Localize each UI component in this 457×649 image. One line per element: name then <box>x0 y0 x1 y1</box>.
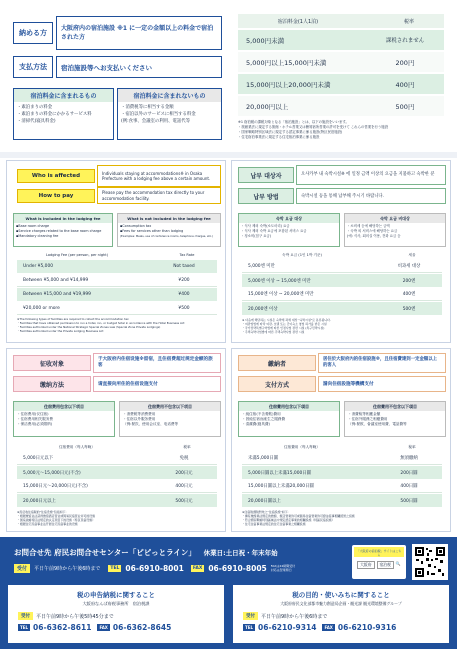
fax-label: FAX <box>192 566 203 571</box>
note-line: ※1 宿泊税の課税対象となる「宿泊施設」とは、以下の施設をいいます。 <box>238 120 349 124</box>
table-row <box>17 288 217 301</box>
zh-s-notes <box>17 510 217 526</box>
zh-t-notes <box>242 510 442 526</box>
tax-return-fax[interactable]: 06-6362-8645 <box>112 623 172 632</box>
fax-note: FAXは24時間受付 対応は翌業務日 <box>270 563 296 572</box>
ko-rate-tax: 200엔 <box>402 278 416 284</box>
jp-pay-label: 支払方法 <box>13 56 53 78</box>
jp-rate-head-tax: 税率 <box>403 18 414 25</box>
jp-excl-box <box>117 88 222 140</box>
zh-t-rate-tax: 400日圓 <box>400 484 418 489</box>
note-line: ・Facilities authorized under the National Strategic Special Zones Law (Special Zone Private Lodgings) <box>17 324 161 329</box>
site-search-pref: 大阪府 <box>357 561 374 569</box>
table-row <box>242 302 442 315</box>
en-incl-head: What is included in the lodging fee <box>14 214 112 223</box>
jp-who-label: 納める方 <box>13 22 53 44</box>
jp-rate-fee: 5,000円以上15,000円未満 <box>246 58 327 67</box>
tel-label: TEL <box>110 566 120 571</box>
site-title: 「大阪府の宿泊税」サイトはこちら <box>354 547 404 557</box>
tax-return-hours: 平日午前9時から午後5時45分まで <box>36 613 114 620</box>
zh-s-rate-head-fee: 住宿费用（每人每晚） <box>59 444 95 449</box>
en-rate-fee: Between ¥15,000 and ¥19,999 <box>23 292 91 297</box>
table-row <box>242 494 442 507</box>
list-item: ・청소비(침구 요금) <box>241 233 272 238</box>
list-item: ▪Service charges related to the base room charge <box>16 228 102 233</box>
ko-rate-tax: 비과세 대상 <box>397 264 421 269</box>
zh-t-incl-box <box>238 401 340 437</box>
list-item: ・宿泊以外のサービスに相当する料金 <box>121 112 196 117</box>
zh-t-rate-tax: 200日圓 <box>400 470 418 476</box>
table-row <box>17 260 217 273</box>
tax-return-title: 税の申告納税に関すること <box>77 591 155 599</box>
list-item: ▪Base room charge <box>16 224 50 228</box>
footer-holiday: 休業日:土日祝・年末年始 <box>203 549 278 557</box>
zh-s-who-desc: 于大阪府内住宿设施※留宿，且住宿费超过规定金额的旅客 <box>93 353 221 373</box>
en-pay-desc: Please pay the accommodation tax directly to your accommodation facility. <box>97 187 221 204</box>
ko-excl-box <box>344 213 446 247</box>
zh-t-pay-label: 支付方式 <box>238 376 316 392</box>
en-rate-fee: Between ¥5,000 and ¥14,999 <box>23 277 89 283</box>
fax-number[interactable]: 06-6910-8005 <box>208 564 267 573</box>
en-incl-box <box>13 213 113 247</box>
zh-t-rate-fee: 5,000日圓以上未滿15,000日圓 <box>248 470 312 476</box>
list-item: ・住宿费用(仅住宿) <box>17 412 49 416</box>
zh-s-rate-tax: 500日元 <box>175 498 193 504</box>
zh-s-rate-tax: 免税 <box>179 456 189 461</box>
ko-excl-head: 숙박 요금 비대상 <box>345 214 445 223</box>
en-pay-label: How to pay <box>17 189 95 203</box>
zh-t-rate-fee: 20,000日圓以上 <box>248 498 281 504</box>
ko-rate-fee: 5,000엔 이상 ~ 15,000엔 미만 <box>248 278 311 284</box>
footer-title <box>14 547 278 558</box>
zh-t-rate-tax: 500日圓 <box>400 498 418 504</box>
zh-t-incl-head: 住宿費用包含以下項目 <box>239 402 339 411</box>
fax-label: FAX <box>324 625 333 630</box>
jp-incl-head: 宿泊料金に含まれるもの <box>14 89 113 102</box>
jp-who-desc: 大阪府内の宿泊施設 ※1 に一定の金額以上の料金で宿泊された方 <box>56 16 222 50</box>
tax-return-box <box>8 585 224 643</box>
zh-t-rate-table <box>242 443 442 526</box>
list-item: ▪Consumption tax <box>120 224 152 228</box>
zh-t-rate-head-tax: 稅率 <box>408 444 416 449</box>
ko-section <box>231 160 451 343</box>
tax-purpose-hours: 平日午前9時から午後6時まで <box>261 613 328 620</box>
note-line: ・住宅宿泊事業法に規定する住宅宿泊事業に係る施設 <box>238 135 320 139</box>
list-item: ・消费税等消费费用 <box>123 412 156 416</box>
en-rate-tax: ¥500 <box>178 305 190 311</box>
ko-who-label: 납부 대상자 <box>238 167 294 183</box>
note-line: ※需征收住宿税的"住宿设施"包括如下: <box>17 510 67 514</box>
note-line: ・주택숙박사업법에 따른 주택숙박사업 관련 시설 <box>242 330 305 334</box>
jp-rate-tax: 課税されません <box>385 38 425 44</box>
list-item: ・清掃代(寝具料金) <box>17 119 56 124</box>
list-item: ・保洁费用(必须缴纳) <box>17 422 53 426</box>
site-link-box[interactable] <box>352 545 406 579</box>
list-item: ・消費稅等相應金額 <box>348 412 381 416</box>
divider <box>0 152 457 158</box>
zh-t-pay-desc: 請向住宿設施等機構支付 <box>318 376 446 392</box>
list-item: ・住宿以外服务费用 <box>123 417 156 421</box>
en-excl-box <box>117 213 221 247</box>
ko-rate-fee: 20,000엔 이상 <box>248 306 278 312</box>
zh-s-excl-box <box>119 401 221 437</box>
note-line: ・Facilities that have obtained permission to run a hotel, inn, or budget hotel in accordance with the Hotel Business Act <box>17 320 185 325</box>
en-rate-tax: Not taxed <box>173 264 195 269</box>
zh-t-excl-head: 住宿費用不包含以下項目 <box>345 402 445 411</box>
en-rate-head-fee: Lodging Fee (per person, per night) <box>45 253 109 257</box>
jp-notes <box>238 120 444 140</box>
site-search-tax: 宿泊税 <box>377 561 394 569</box>
tax-purpose-title: 税の目的・使いみちに関すること <box>292 591 390 599</box>
table-row <box>242 480 442 493</box>
zh-t-excl-box <box>344 401 446 437</box>
zh-t-section <box>231 348 451 532</box>
en-rate-fee: Under ¥5,000 <box>23 264 54 269</box>
zh-s-pay-label: 缴纳方法 <box>13 376 91 392</box>
table-row <box>238 74 444 94</box>
jp-rate-fee: 15,000円以上20,000円未満 <box>246 80 331 89</box>
tax-purpose-office: 大阪府府民文化部都市魅力創造局企画・観光課 観光環境整備グループ <box>280 601 402 606</box>
qr-code-icon[interactable] <box>412 544 448 580</box>
zh-t-rate-fee: 15,000日圓以上未滿20,000日圓 <box>248 484 314 489</box>
table-row <box>17 480 217 493</box>
table-row <box>242 452 442 465</box>
table-row <box>242 288 442 301</box>
list-item: (예: 식사, 회의실 이용, 전화 요금 등 <box>347 233 401 238</box>
list-item: ▪Fees for services other than lodging <box>120 228 184 233</box>
list-item: ・清潔費(寢具費) <box>242 422 270 426</box>
ko-rate-tax: 400엔 <box>402 292 416 297</box>
list-item: （例:餐饮、使用会议室、电话费等 <box>123 422 179 426</box>
list-item: ・식사 제외 숙박(소도마리) 요금 <box>241 224 290 228</box>
table-row <box>17 452 217 465</box>
ko-rate-fee: 15,000엔 이상 ~ 20,000엔 미만 <box>248 292 314 297</box>
list-item: ・소비세 등에 해당하는 금액 <box>347 224 390 228</box>
tel-label: TEL <box>245 625 254 630</box>
zh-s-rate-fee: 15,000日元～20,000日元(不含) <box>23 484 88 489</box>
en-rate-tax: ¥200 <box>178 277 190 283</box>
ko-rate-head-fee: 숙박 요금 (1인 1박 기준) <box>282 252 322 257</box>
jp-rate-fee: 5,000円未満 <box>246 36 285 45</box>
tax-purpose-tel[interactable]: 06-6210-9314 <box>258 623 317 632</box>
footer-title-text: お問合せ先 府民お問合せセンター「ピピっとライン」 <box>14 548 196 557</box>
table-row <box>17 302 217 315</box>
note-line: ・国家战略特区法规定的认定项目下的设施（特区民宿设施） <box>17 518 96 522</box>
zh-s-rate-tax: 200日元 <box>175 470 193 476</box>
list-item: ・식사 제외 숙박 요금에 포함된 서비스 요금 <box>241 228 307 233</box>
zh-s-rate-table <box>17 443 217 526</box>
table-row <box>17 494 217 507</box>
note-line: ※ 다음에 해당하는 시설은 숙박세 과세 대상 "숙박시설"로 분류됩니다. <box>242 318 331 322</box>
list-item: ・純住宿(不含餐飲)費用 <box>242 412 281 416</box>
note-line: ・여관업법에 따라 여관, 호텔 또는 간이숙소 영업 허가를 받은 시설 <box>242 322 327 326</box>
table-row <box>238 96 444 116</box>
zh-s-excl-head: 住宿费用不包含以下项目 <box>120 402 220 411</box>
tel-label: TEL <box>20 625 29 630</box>
table-row <box>242 466 442 479</box>
jp-rate-table <box>238 14 444 140</box>
en-rate-table <box>17 251 217 334</box>
table-row <box>238 30 444 50</box>
en-section <box>6 160 226 343</box>
list-item: (Examples: Meals, use of conference rooms, telephone charges, etc.) <box>120 233 214 238</box>
tel-number[interactable]: 06-6910-8001 <box>125 564 184 573</box>
jp-section <box>0 0 457 152</box>
ko-notes <box>242 318 442 334</box>
jp-rate-head-fee: 宿泊料金(1人1泊) <box>277 18 319 25</box>
en-notes <box>17 318 217 334</box>
list-item: ・因純住宿而產生之服務費 <box>242 417 286 421</box>
note-line: ・根据住宅民宿事业法开展住宅民宿事业的设施 <box>17 522 78 526</box>
zh-s-rate-fee: 20,000日元以上 <box>23 498 56 504</box>
table-row <box>242 260 442 273</box>
ko-incl-box <box>238 213 340 247</box>
jp-excl-head: 宿泊料金に含まれないもの <box>118 89 221 102</box>
note-line: ※住宿稅課稅對象之"住宿設施"如下: <box>242 510 289 514</box>
zh-t-rate-tax: 無須繳納 <box>400 456 418 461</box>
ko-rate-head-tax: 세율 <box>408 252 416 257</box>
en-rate-fee: ¥20,000 or more <box>23 305 60 311</box>
footer <box>0 537 457 649</box>
tax-purpose-fax[interactable]: 06-6210-9316 <box>337 623 397 632</box>
note-line: ・符合國家戰略特別區域法中規定認定事業的相關設施（特區民宿設施） <box>242 518 335 522</box>
list-item: ・消費税等に相当する金額 <box>121 105 174 110</box>
list-item: (例:食事、会議室の利用、電話代等 <box>121 119 191 124</box>
ko-rate-tax: 500엔 <box>402 306 416 312</box>
zh-t-rate-head-fee: 住宿費用（每人每晚） <box>284 444 320 449</box>
list-item: ・素泊まりの料金にかかるサービス料 <box>17 112 92 117</box>
en-rate-head-tax: Tax Rate <box>179 253 195 257</box>
tax-return-tel[interactable]: 06-6362-8611 <box>33 623 92 632</box>
en-who-desc: Individuals staying at accommodations※ in Osaka Prefecture with a lodging fee above a certain amount. <box>97 165 221 187</box>
zh-t-rate-fee: 未滿5,000日圓 <box>248 456 279 461</box>
en-excl-head: What is not included in the lodging fee <box>118 214 220 223</box>
zh-t-who-label: 繳納者 <box>238 355 316 371</box>
zh-s-incl-box <box>13 401 115 437</box>
jp-pay-desc: 宿泊施設等へお支払いください <box>56 56 222 78</box>
zh-s-pay-desc: 请直接向所住的住宿设施支付 <box>93 376 221 392</box>
table-row <box>238 52 444 72</box>
note-line: ・住宅住宿事業法規定的住宅住宿事業之相關設施 <box>242 522 306 526</box>
note-line: ・擁有旅館業法規定的旅館、飯店營業許可或簡易住宿營業許可證並從事相關經營之設施 <box>242 514 355 518</box>
zh-s-rate-tax: 400日元 <box>175 484 193 489</box>
ko-rate-fee: 5,000엔 미만 <box>248 264 275 269</box>
zh-s-who-label: 征收对象 <box>13 355 91 371</box>
jp-rate-tax: 400円 <box>395 80 415 89</box>
en-rate-tax: ¥400 <box>178 292 190 297</box>
reception-badge: 受付 <box>14 564 30 573</box>
list-item: ・住宿费用相关服务费 <box>17 417 53 421</box>
fax-label: FAX <box>99 625 108 630</box>
list-item: ・住宿外服務之相應費用 <box>348 417 388 421</box>
note-line: ・旅館業法に規定する旅館・ホテル営業又は簡易宿所営業の許可を受けて これらの営業を行う施設 <box>238 125 389 129</box>
reception-badge: 受付 <box>18 612 33 620</box>
table-row <box>17 274 217 287</box>
table-row <box>242 274 442 287</box>
ko-who-desc: 오사카부 내 숙박시설※ 에 일정 금액 이상의 요금을 지불하고 숙박한 분 <box>296 165 446 185</box>
list-item: ・素泊まりの料金 <box>17 105 53 110</box>
ko-pay-label: 납부 방법 <box>238 188 294 204</box>
zh-s-rate-head-tax: 税率 <box>183 444 191 449</box>
jp-rate-tax: 200円 <box>395 58 415 67</box>
note-line: ・国家戦略特別区域法に規定する認定事業に係る施設(特区民泊施設) <box>238 130 343 134</box>
note-line: ・국가전략특별구역법에 따른 인정사업 관련 시설 (특구민박시설) <box>242 326 325 330</box>
ko-rate-table <box>242 251 442 334</box>
footer-hours-row <box>14 564 297 573</box>
list-item: （例:餐飲、會議室使用費、電話費等 <box>348 422 407 426</box>
list-item: ・숙박 외 서비스에 해당하는 요금 <box>347 228 398 233</box>
note-line: ・Facilities authorized under the Private Lodging Business Act <box>17 328 104 333</box>
tax-purpose-box <box>233 585 449 643</box>
list-item: ▪Mandatory cleaning fee <box>16 233 59 238</box>
zh-s-incl-head: 住宿费用包含以下项目 <box>14 402 114 411</box>
zh-s-rate-fee: 5,000元～15,000日元(不含) <box>23 470 81 476</box>
tax-return-office: 大阪府なんば府税事務所 宿泊税課 <box>82 601 150 606</box>
reception-badge: 受付 <box>243 612 258 620</box>
jp-incl-box <box>13 88 114 140</box>
ko-pay-desc: 숙박시설 등을 통해 납부해 주시기 바랍니다. <box>296 188 446 204</box>
table-row <box>17 466 217 479</box>
ko-incl-head: 숙박 요금 대상 <box>239 214 339 223</box>
note-line: ※The following types of facilities are required to collect the accommodation tax <box>17 317 129 321</box>
jp-rate-tax: 500円 <box>395 102 415 111</box>
zh-s-section <box>6 348 226 532</box>
en-who-label: Who is affected <box>17 169 95 183</box>
zh-t-who-desc: 居住於大阪府內的住宿設施※，且住宿費達到一定金額以上的客人 <box>318 353 446 373</box>
note-line: ・根据旅馆业法获得旅馆酒店营业或简易民宿营业许可的设施 <box>17 514 96 518</box>
zh-s-rate-fee: 5,000日元以下 <box>23 456 54 461</box>
search-icon: 🔍 <box>395 561 401 566</box>
jp-rate-fee: 20,000円以上 <box>246 102 289 111</box>
reception-hours: 平日午前9時から午後6時まで <box>34 566 101 572</box>
